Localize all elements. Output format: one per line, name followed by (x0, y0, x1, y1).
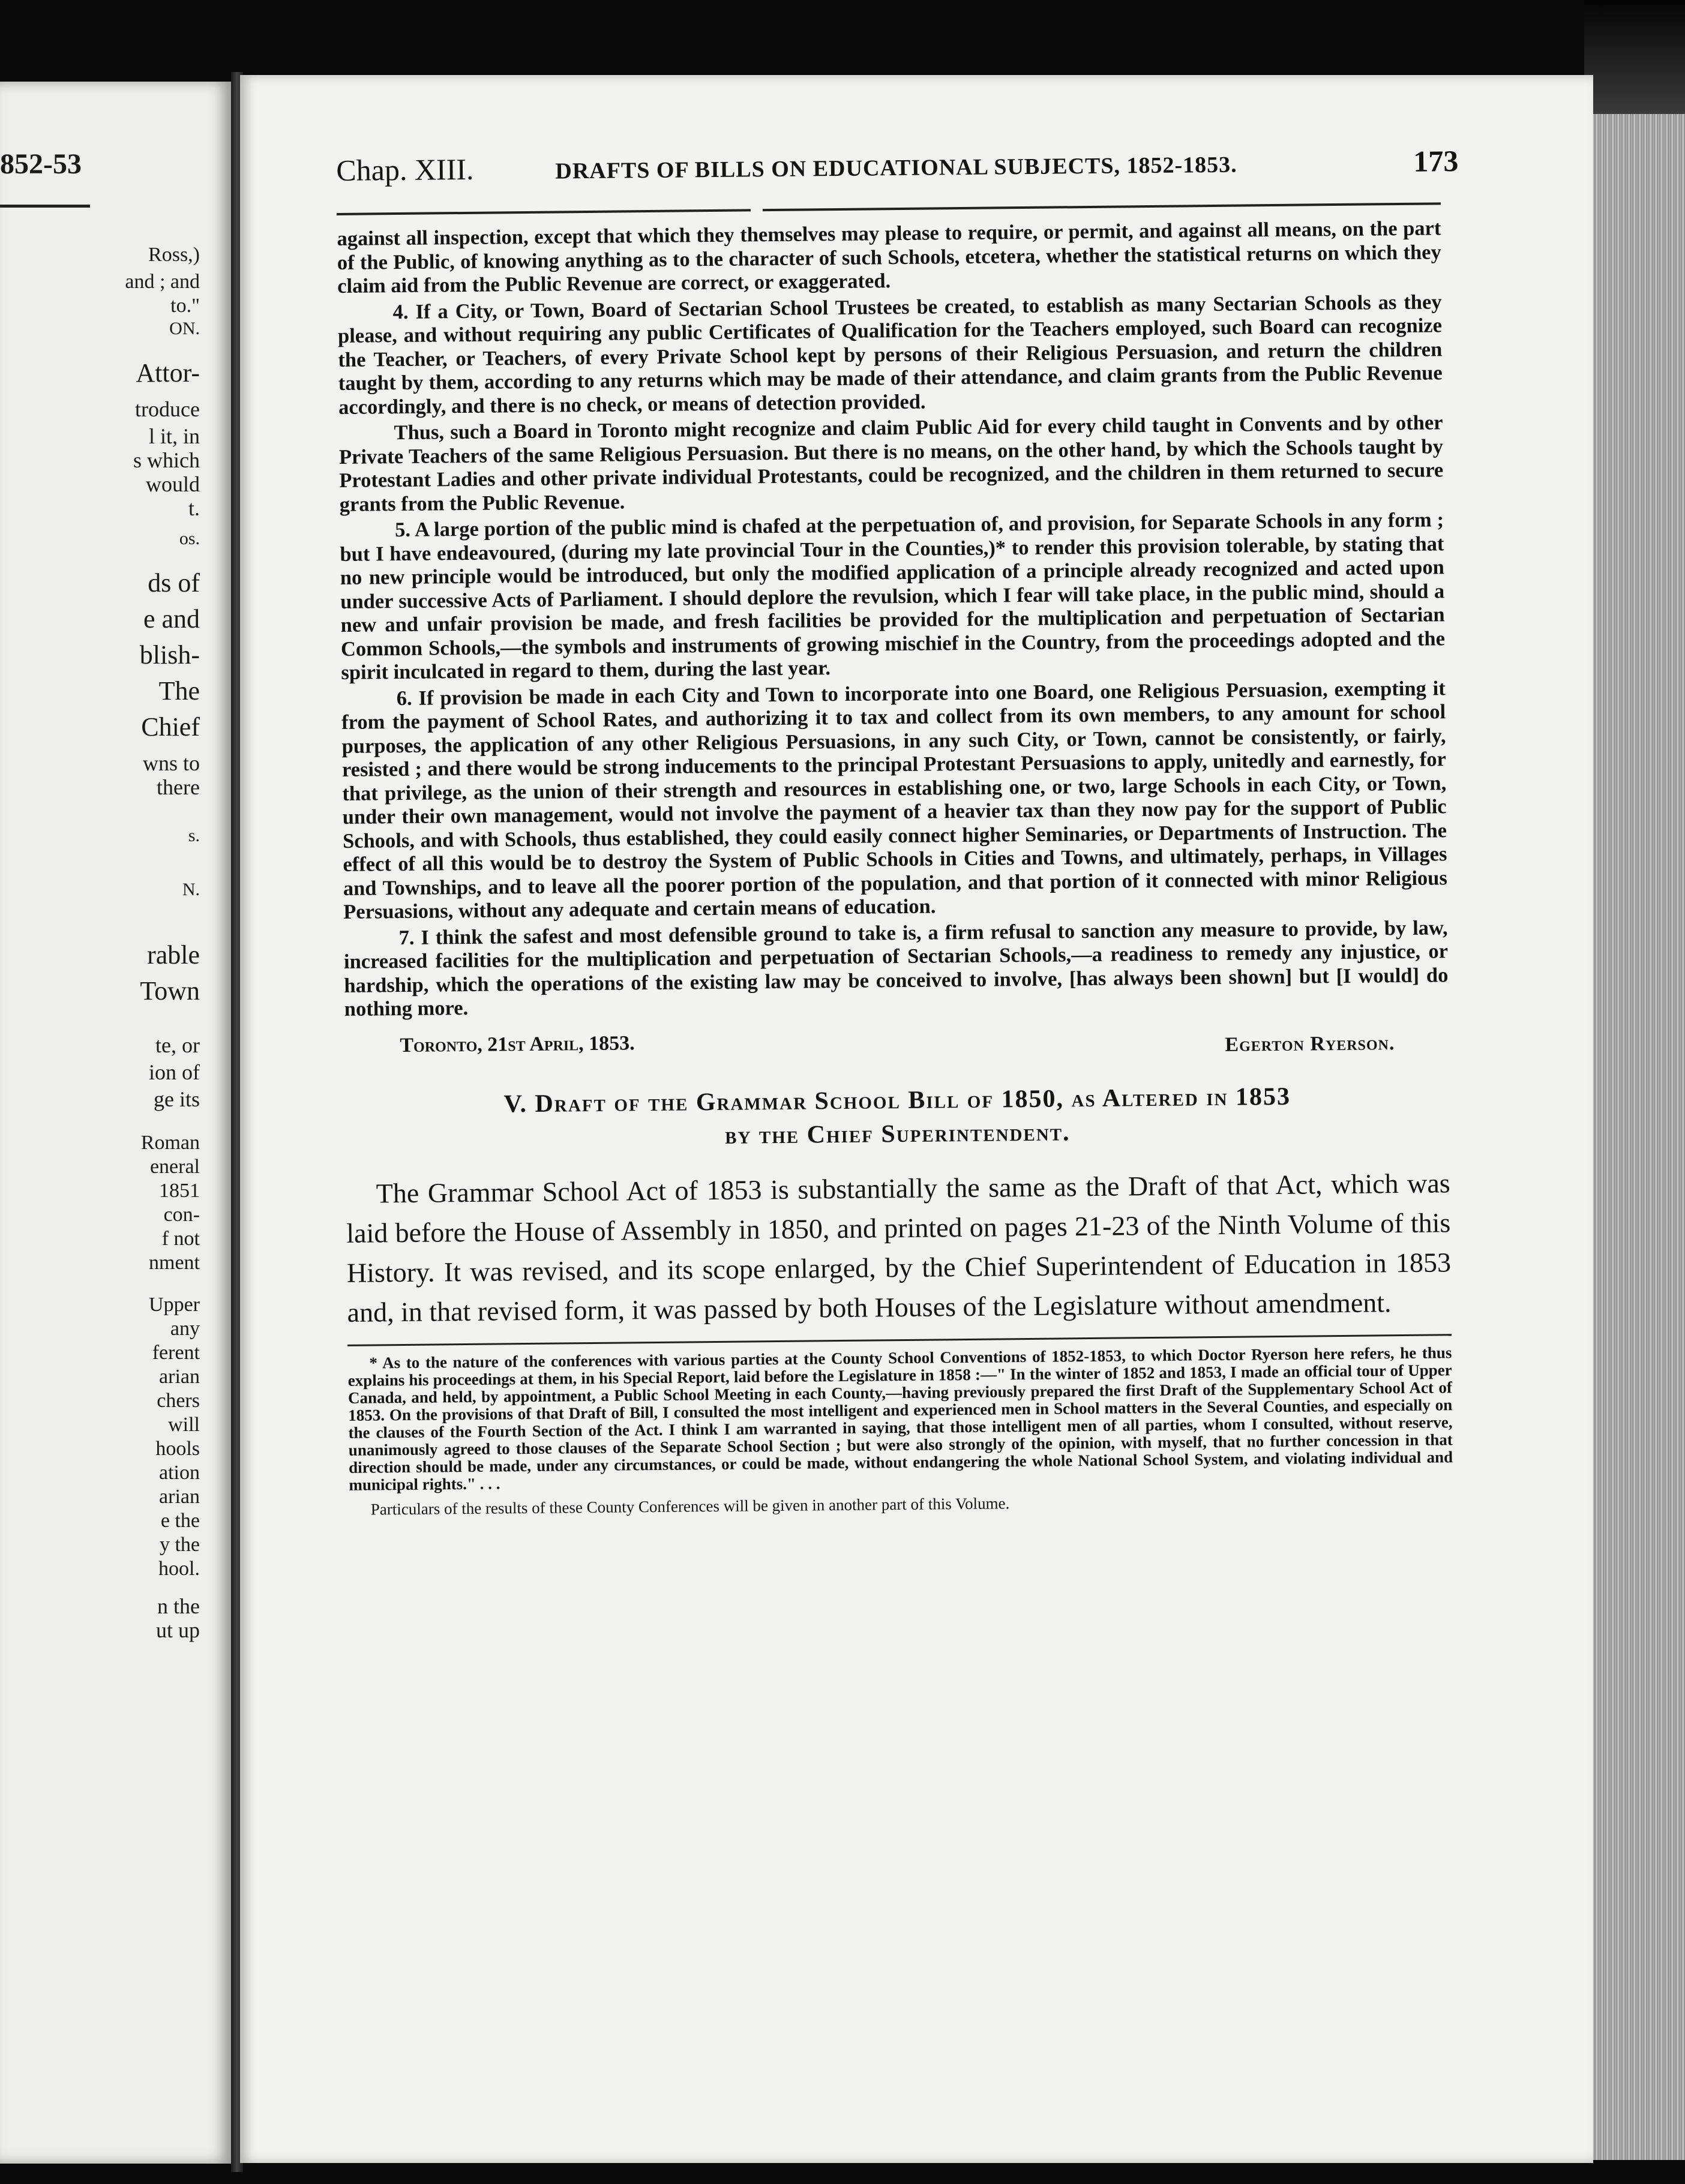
facing-page-line: s. (188, 826, 200, 845)
footnote-particulars: Particulars of the results of these County Conferences will be given in another part of this Volume. (370, 1493, 1010, 1519)
facing-page-line: n the (157, 1594, 200, 1618)
facing-page-line: ge its (154, 1087, 200, 1111)
facing-page-line: there (157, 775, 200, 799)
facing-page-line: t. (188, 496, 200, 520)
facing-page-line: blish- (139, 640, 200, 670)
section-heading (345, 1078, 1450, 1156)
running-head (336, 136, 1459, 213)
facing-page-line: l it, in (148, 424, 200, 448)
facing-page-line: te, or (155, 1033, 200, 1057)
facing-page-line: Upper (149, 1294, 200, 1316)
signatory-name: Egerton Ryerson. (1225, 1031, 1395, 1056)
footnote-rule (347, 1334, 1452, 1346)
section-heading-line-2: by the Chief Superintendent. (724, 1118, 1071, 1150)
chapter-label: Chap. XIII. (336, 152, 474, 187)
facing-page-line: e and (143, 604, 200, 634)
page-stack-edges (1593, 114, 1685, 2160)
facing-page-running-head: 852-53 (0, 148, 82, 180)
signature-line (344, 1024, 1449, 1071)
facing-page-line: The (158, 676, 200, 706)
facing-page-line: ferent (152, 1342, 200, 1364)
place-and-date: Toronto, 21st April, 1853. (400, 1031, 635, 1057)
section-intro (346, 1163, 1451, 1333)
facing-page-line: ON. (169, 319, 200, 338)
body-text (337, 217, 1449, 1021)
facing-page-line: ds of (148, 568, 200, 598)
facing-page-line: arian (159, 1486, 200, 1508)
page-173 (240, 75, 1593, 2163)
facing-page-line: any (170, 1318, 200, 1340)
facing-page-line: y the (159, 1534, 200, 1556)
facing-page-line: to." (170, 295, 200, 317)
facing-page-line: troduce (135, 397, 200, 421)
paragraph-thus: Thus, such a Board in Toronto might recognize and claim Public Aid for every child taught in Convents and by other Private Teachers of the same Religious Persuasion. But there is no means, on the other hand, by which the Schools taught by Protestant Ladies and other private individual Protestants, could be recognized, and the children in them returned to secure grants from the Public Revenue. (338, 411, 1444, 516)
facing-page-line: Town (140, 976, 200, 1006)
section-heading-line-1: V. Draft of the Grammar School Bill of 1850, as Altered in 1853 (503, 1082, 1291, 1118)
facing-page-line: will (168, 1414, 200, 1436)
facing-page-line: Ross,) (148, 244, 200, 266)
facing-page-line: ion of (149, 1060, 200, 1084)
page-content (336, 136, 1459, 1519)
section-intro-paragraph: The Grammar School Act of 1853 is substantially the same as the Draft of that Act, which was laid before the House of Assembly in 1850, and printed on pages 21-23 of the Ninth Volume of this History. It was revised, and its scope enlarged, by the Chief Superintendent of Education in 1853 and, in that revised form, it was passed by both Houses of the Legislature without amendment. (346, 1167, 1452, 1328)
facing-page-line: e the (160, 1510, 200, 1532)
facing-page-line: ut up (155, 1618, 200, 1642)
paragraph-4: 4. If a City, or Town, Board of Sectarian School Trustees be created, to establish as many Sectarian Schools as they please, and without requiring any public Certificates of Qualification for the Teachers employed, such Board can recognize the Teacher, or Teachers, of every Private School kept by persons of their Religious Persuasion, and return the children taught by them, according to any returns which may be made of their attendance, and claim grants from the Public Revenue accordingly, and there is no check, or means of detection provided. (337, 290, 1443, 419)
facing-page-line: wns to (142, 751, 200, 775)
facing-page-line: 1851 (159, 1180, 200, 1202)
facing-page-line: hools (155, 1438, 200, 1460)
paragraph-7: 7. I think the safest and most defensible ground to take is, a firm refusal to sanction any measure to provide, by law, increased facilities for the multiplication and perpetuation of Sectarian Schools,—a readiness to remedy any injustice, or hardship, which the operations of the existing law may be conceived to involve, [has always been shown] but [I would] do nothing more. (343, 916, 1449, 1021)
facing-page-rule (0, 205, 90, 208)
facing-page-line: ation (159, 1462, 200, 1484)
facing-page-line: Roman (140, 1132, 200, 1154)
facing-page-line: Chief (141, 712, 200, 742)
facing-page-line: con- (163, 1204, 200, 1226)
facing-page-line: rable (147, 940, 200, 970)
facing-page-line: f not (161, 1228, 200, 1250)
facing-page-left (0, 82, 231, 2164)
background-shadow (1584, 0, 1685, 114)
paragraph-5: 5. A large portion of the public mind is chafed at the perpetuation of, and provision, for Separate Schools in any form ; but I have endeavoured, (during my late provincial Tour in the Counties,)* to render this provision tolerable, by stating that no new principle would be introduced, but only the modified application of a principle already recognized and acted upon under successive Acts of Parliament. I should deplore the revulsion, which I fear will take place, in the public mind, should a new and unfair provision be made, and fresh facilities be provided for the multiplication and perpetuation of Sectarian Common Schools,—the symbols and instruments of growing mischief in the Country, from the proceedings adopted and the spirit inculcated in regard to them, during the last year. (340, 508, 1446, 684)
facing-page-line: and ; and (125, 271, 200, 293)
facing-page-line: eneral (149, 1156, 200, 1178)
running-title: DRAFTS OF BILLS ON EDUCATIONAL SUBJECTS, 1852-1853. (555, 152, 1237, 184)
facing-page-line: N. (182, 880, 200, 899)
page-number: 173 (1413, 144, 1459, 178)
facing-page-line: nment (149, 1252, 200, 1274)
facing-page-line: Attor- (136, 358, 200, 388)
facing-page-line: arian (159, 1366, 200, 1388)
facing-page-line: chers (157, 1390, 200, 1412)
facing-page-line: hool. (158, 1558, 200, 1580)
footnote-text: * As to the nature of the conferences with various parties at the County School Conventions of 1852-1853, to which Doctor Ryerson here refers, he thus explains his proceedings at them, in his Special Report, laid before the Legislature in 1858 :—" In the winter of 1852 and 1853, I made an official tour of Upper Canada, and held, by appointment, a Public School Meeting in each County,—having previously prepared the first Draft of the Supplementary School Act of 1853. On the provisions of that Draft of Bill, I consulted the most intelligent and experienced men in School matters in the Several Counties, and especially on the clauses of the Fourth Section of the Act. I think I am warranted in saying, that those intelligent men of all parties, whom I consulted, without reserve, unanimously agreed to those clauses of the Separate School Section ; but were also strongly of the opinion, with myself, that no further concession in that direction should be made, under any circumstances, or could be made, without endangering the whole National School System, and violating individual and municipal rights." . . . (347, 1343, 1453, 1494)
facing-page-line: would (146, 472, 200, 496)
facing-page-line: os. (179, 529, 200, 548)
footnote (347, 1344, 1453, 1519)
paragraph-continued: against all inspection, except that which they themselves may please to require, or permit, and against all means, on the part of the Public, of knowing anything as to the character of such Schools, etcetera, whether the statistical returns on which they claim aid from the Public Revenue are correct, or exaggerated. (337, 217, 1441, 298)
facing-page-line: s which (133, 448, 200, 472)
paragraph-6: 6. If provision be made in each City and Town to incorporate into one Board, one Religious Persuasion, exempting it from the payment of School Rates, and authorizing it to tax and collect from its own members, to any amount for school purposes, the application of any other Religious Persuasions, in any such City, or Town, cannot be consistently, or fairly, resisted ; and there would be strong inducements to the principal Protestant Persuasions to apply, unitedly and earnestly, for that privilege, as the union of their strength and resources in establishing one, or two, large Schools in each City, or Town, under their own management, would not involve the payment of a heavier tax than they now pay for the support of Public Schools, and with Schools, thus established, they could easily connect higher Seminaries, or Departments of Instruction. The effect of all this would be to destroy the System of Public Schools in Cities and Towns, and ultimately, perhaps, in Villages and Townships, and to leave all the poorer portion of the population, and that portion of it connected with minor Religious Persuasions, without any adequate and certain means of education. (341, 676, 1447, 923)
